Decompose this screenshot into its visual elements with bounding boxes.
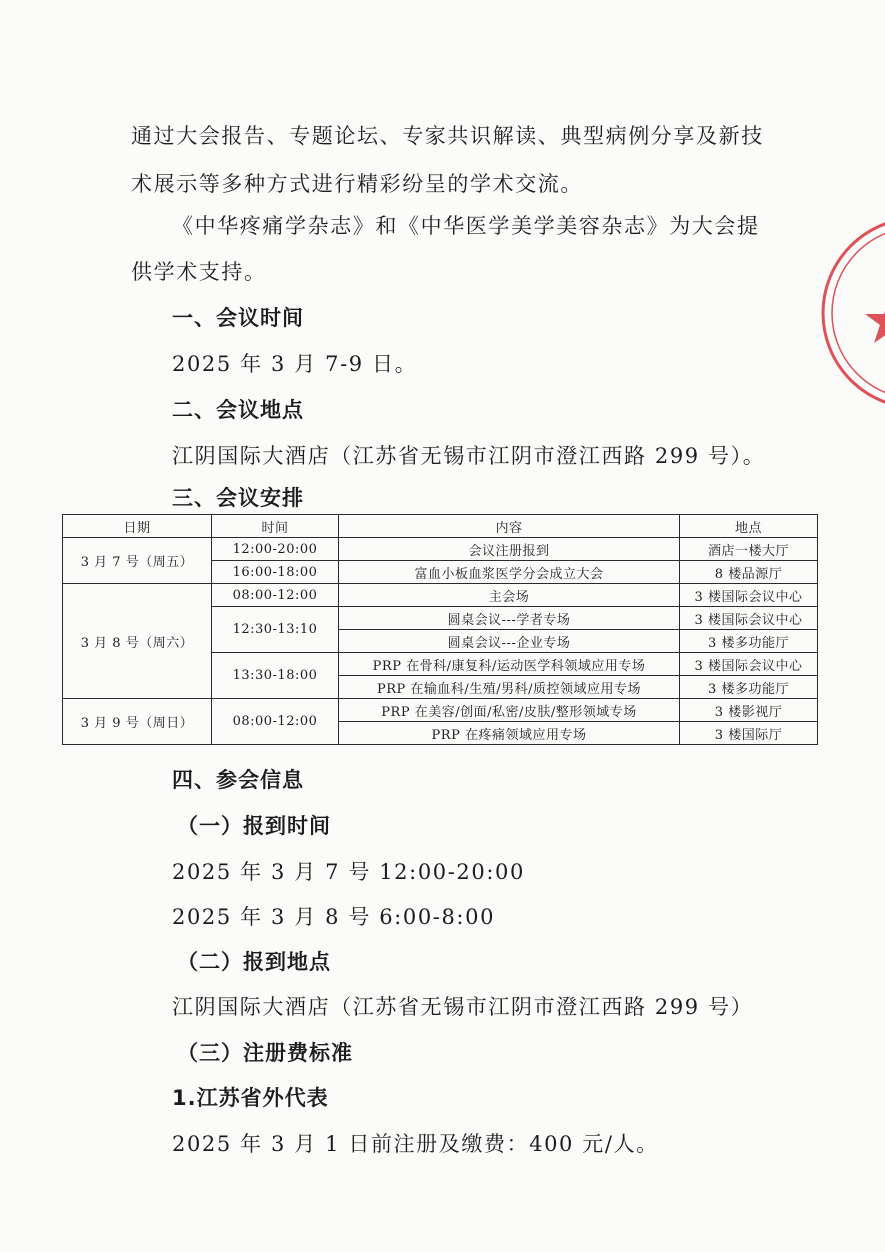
section-title-schedule: 三、会议安排 xyxy=(172,486,304,510)
content-cell: PRP 在输血科/生殖/男科/质控领域应用专场 xyxy=(339,676,680,699)
fee-text: 2025 年 3 月 1 日前注册及缴费：400 元/人。 xyxy=(172,1132,659,1156)
place-cell: 3 楼多功能厅 xyxy=(680,676,818,699)
content-cell: PRP 在疼痛领域应用专场 xyxy=(339,722,680,745)
schedule-table xyxy=(62,514,818,745)
place-cell: 3 楼国际会议中心 xyxy=(680,653,818,676)
table-row xyxy=(63,584,818,607)
subsection-title-checkin-venue: （二）报到地点 xyxy=(177,950,331,974)
table-header-row xyxy=(63,515,818,538)
time-cell: 13:30-18:00 xyxy=(212,653,339,699)
table-row xyxy=(63,538,818,561)
paragraph-line: 通过大会报告、专题论坛、专家共识解读、典型病例分享及新技 xyxy=(131,124,764,148)
paragraph-line: 术展示等多种方式进行精彩纷呈的学术交流。 xyxy=(131,172,583,196)
table-row xyxy=(63,699,818,722)
content-cell: 富血小板血浆医学分会成立大会 xyxy=(339,561,680,584)
header-time: 时间 xyxy=(212,515,339,538)
subsection-title-checkin-time: （一）报到时间 xyxy=(177,814,331,838)
header-content: 内容 xyxy=(339,515,680,538)
content-cell: PRP 在美容/创面/私密/皮肤/整形领域专场 xyxy=(339,699,680,722)
content-cell: 会议注册报到 xyxy=(339,538,680,561)
time-cell: 12:00-20:00 xyxy=(212,538,339,561)
date-cell: 3 月 7 号（周五） xyxy=(63,538,212,584)
checkin-time-line: 2025 年 3 月 7 号 12:00-20:00 xyxy=(172,860,525,884)
paragraph-line: 供学术支持。 xyxy=(131,260,267,284)
place-cell: 3 楼国际厅 xyxy=(680,722,818,745)
header-date: 日期 xyxy=(63,515,212,538)
time-cell: 12:30-13:10 xyxy=(212,607,339,653)
fee-category-title: 1.江苏省外代表 xyxy=(172,1086,329,1110)
section-title-meeting-venue: 二、会议地点 xyxy=(172,398,304,422)
time-cell: 16:00-18:00 xyxy=(212,561,339,584)
place-cell: 3 楼影视厅 xyxy=(680,699,818,722)
content-cell: 主会场 xyxy=(339,584,680,607)
red-seal-stamp xyxy=(818,208,885,418)
content-cell: 圆桌会议---学者专场 xyxy=(339,607,680,630)
meeting-venue-text: 江阴国际大酒店（江苏省无锡市江阴市澄江西路 299 号）。 xyxy=(172,444,766,468)
checkin-time-line: 2025 年 3 月 8 号 6:00-8:00 xyxy=(172,905,496,929)
section-title-attendance: 四、参会信息 xyxy=(172,768,304,792)
section-title-meeting-time: 一、会议时间 xyxy=(172,306,304,330)
header-place: 地点 xyxy=(680,515,818,538)
content-cell: PRP 在骨科/康复科/运动医学科领域应用专场 xyxy=(339,653,680,676)
place-cell: 8 楼品源厅 xyxy=(680,561,818,584)
paragraph-line: 《中华疼痛学杂志》和《中华医学美学美容杂志》为大会提 xyxy=(172,214,760,238)
meeting-time-text: 2025 年 3 月 7-9 日。 xyxy=(172,352,418,376)
subsection-title-registration-fee: （三）注册费标准 xyxy=(177,1041,353,1065)
checkin-venue-text: 江阴国际大酒店（江苏省无锡市江阴市澄江西路 299 号） xyxy=(172,995,754,1019)
place-cell: 酒店一楼大厅 xyxy=(680,538,818,561)
time-cell: 08:00-12:00 xyxy=(212,584,339,607)
place-cell: 3 楼多功能厅 xyxy=(680,630,818,653)
date-cell: 3 月 8 号（周六） xyxy=(63,584,212,699)
place-cell: 3 楼国际会议中心 xyxy=(680,607,818,630)
place-cell: 3 楼国际会议中心 xyxy=(680,584,818,607)
time-cell: 08:00-12:00 xyxy=(212,699,339,745)
content-cell: 圆桌会议---企业专场 xyxy=(339,630,680,653)
date-cell: 3 月 9 号（周日） xyxy=(63,699,212,745)
